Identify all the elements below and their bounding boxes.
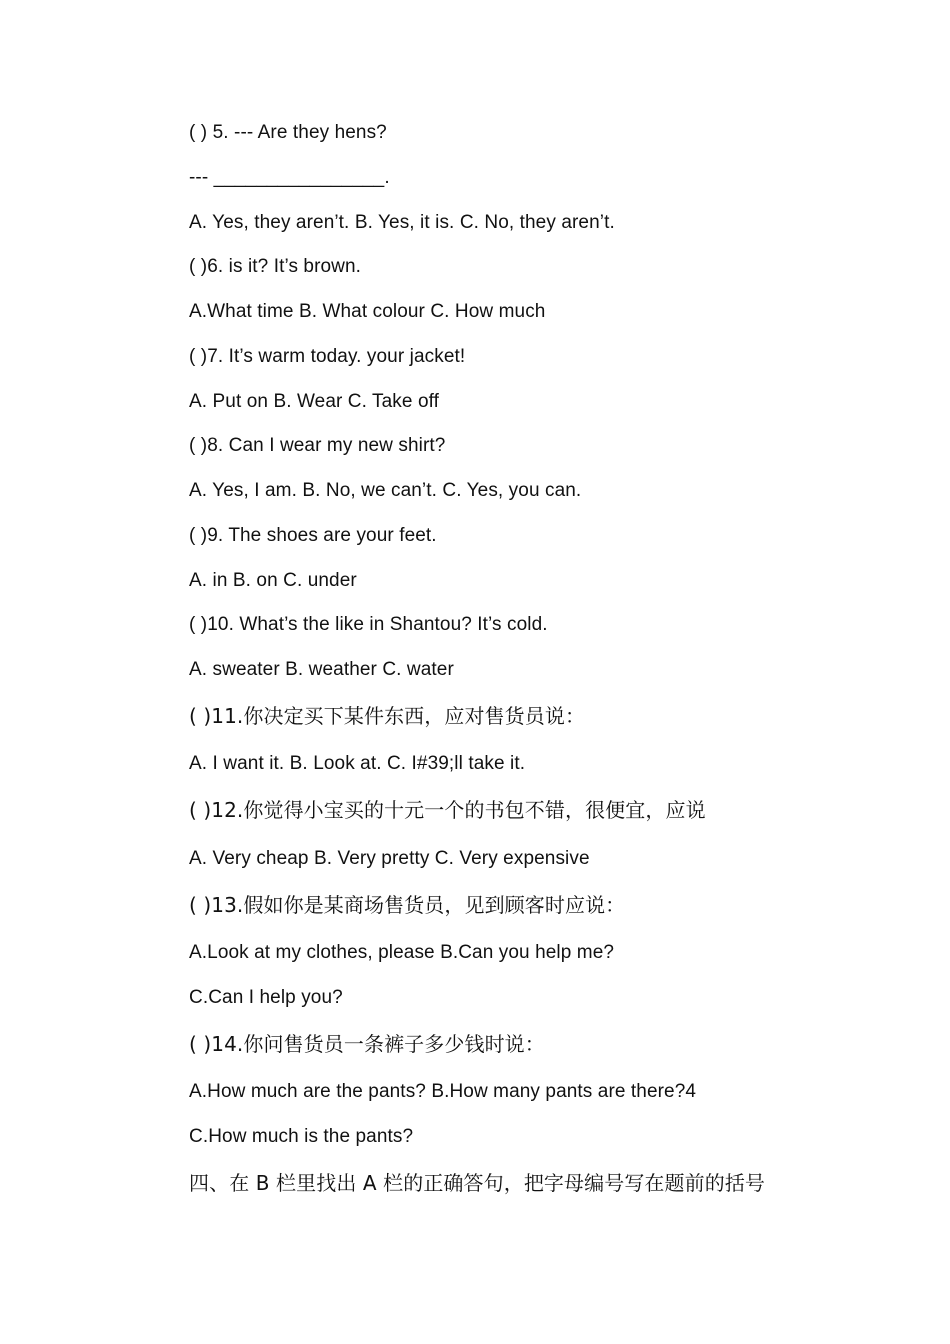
- question-8-options: A. Yes, I am. B. No, we can’t. C. Yes, you can.: [189, 480, 582, 501]
- question-10-options: A. sweater B. weather C. water: [189, 659, 454, 680]
- question-6: ( )6. is it? It’s brown.: [189, 256, 362, 277]
- question-5-options: A. Yes, they aren’t. B. Yes, it is. C. No, they aren’t.: [189, 212, 615, 233]
- question-5: ( ) 5. --- Are they hens?: [189, 122, 387, 143]
- question-14: ( )14.你问售货员一条裤子多少钱时说：: [189, 1032, 545, 1056]
- question-12: ( )12.你觉得小宝买的十元一个的书包不错，很便宜，应说: [189, 798, 706, 822]
- question-9: ( )9. The shoes are your feet.: [189, 525, 437, 546]
- question-7: ( )7. It’s warm today. your jacket!: [189, 346, 466, 367]
- question-12-options: A. Very cheap B. Very pretty C. Very expensive: [189, 848, 590, 869]
- question-14-option-c: C.How much is the pants?: [189, 1126, 414, 1147]
- section-4-heading: 四、在 B 栏里找出 A 栏的正确答句，把字母编号写在题前的括号: [189, 1171, 766, 1195]
- question-6-options: A.What time B. What colour C. How much: [189, 301, 546, 322]
- question-13-option-c: C.Can I help you?: [189, 987, 343, 1008]
- question-10: ( )10. What’s the like in Shantou? It’s cold.: [189, 614, 548, 635]
- question-14-options-ab: A.How much are the pants? B.How many pants are there?4: [189, 1081, 697, 1102]
- question-9-options: A. in B. on C. under: [189, 570, 357, 591]
- question-7-options: A. Put on B. Wear C. Take off: [189, 391, 440, 412]
- question-13-options-ab: A.Look at my clothes, please B.Can you help me?: [189, 942, 615, 963]
- question-11: ( )11.你决定买下某件东西，应对售货员说：: [189, 704, 586, 728]
- question-8: ( )8. Can I wear my new shirt?: [189, 435, 446, 456]
- question-5-answer-blank: --- ________________.: [189, 167, 390, 188]
- question-13: ( )13.假如你是某商场售货员，见到顾客时应说：: [189, 893, 626, 917]
- question-11-options: A. I want it. B. Look at. C. I#39;ll take it.: [189, 753, 526, 774]
